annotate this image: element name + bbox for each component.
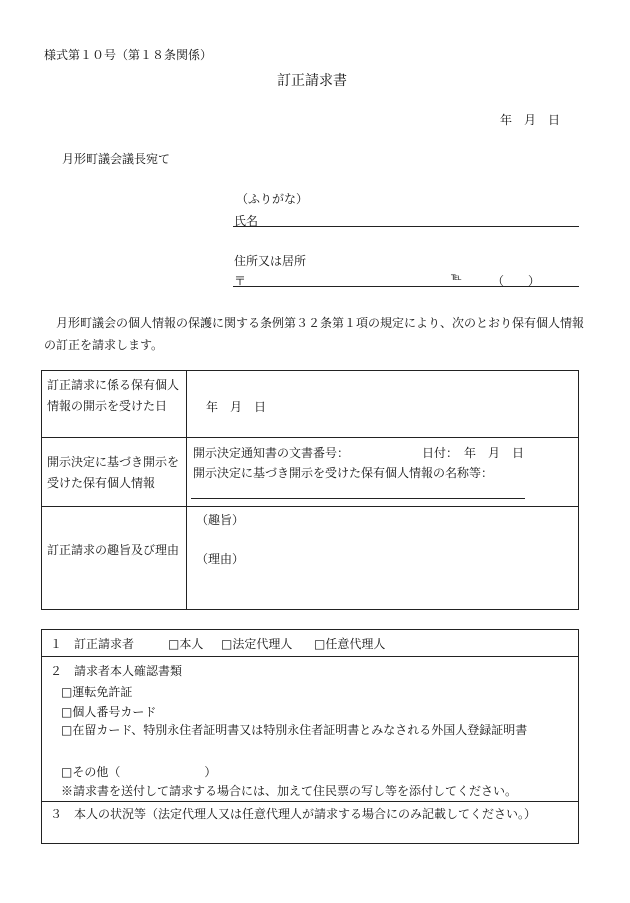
section-separator (41, 656, 578, 657)
address-label: 住所又は居所 (234, 254, 307, 268)
tel-label: ℡ (451, 272, 462, 283)
row2-doc-number[interactable]: 開示決定通知書の文書番号： (193, 446, 350, 460)
row1-label: 訂正請求に係る保有個人情報の開示を受けた日 (47, 378, 180, 413)
row3-reason[interactable]: （理由） (196, 552, 245, 566)
id-residence-card[interactable]: □在留カード、特別永住者証明書又は特別永住者証明書とみなされる外国人登録証明書 (61, 723, 528, 737)
table-divider (186, 370, 187, 609)
furigana-label: （ふりがな） (236, 192, 309, 206)
page-title: 訂正請求書 (277, 73, 347, 89)
form-number: 様式第１０号（第１８条関係） (44, 48, 213, 62)
row3-label: 訂正請求の趣旨及び理由 (47, 543, 180, 557)
id-other[interactable]: □その他（ ） (61, 765, 217, 779)
row2-date[interactable]: 日付： 年 月 日 (422, 446, 525, 460)
name-label: 氏名 (234, 214, 259, 228)
s3-text[interactable]: ３ 本人の状況等（法定代理人又は任意代理人が請求する場合にのみ記載してください。） (50, 807, 537, 821)
id-mynumber-card[interactable]: □個人番号カード (61, 705, 157, 719)
s1-heading: １ 訂正請求者 (50, 637, 135, 651)
s2-heading: ２ 請求者本人確認書類 (50, 664, 183, 678)
id-drivers-license[interactable]: □運転免許証 (61, 685, 133, 699)
row1-date[interactable]: 年 月 日 (206, 400, 267, 414)
table-row-separator (41, 437, 578, 438)
row3-purpose[interactable]: （趣旨） (196, 513, 245, 527)
row2-info-line[interactable] (191, 498, 525, 499)
section-separator (41, 801, 578, 802)
intro-text: 月形町議会の個人情報の保護に関する条例第３２条第１項の規定により、次のとおり保有個人情報の訂正を請求します。 (44, 316, 585, 352)
option-voluntary-agent[interactable]: □任意代理人 (314, 637, 386, 651)
row2-info-name: 開示決定に基づき開示を受けた保有個人情報の名称等： (193, 466, 494, 480)
option-self[interactable]: □本人 (168, 637, 204, 651)
tel-paren: （ ） (492, 274, 541, 288)
row2-label: 開示決定に基づき開示を受けた保有個人情報 (47, 455, 180, 490)
table-row-separator (41, 506, 578, 507)
option-legal-agent[interactable]: □法定代理人 (221, 637, 293, 651)
name-field-line[interactable] (233, 226, 579, 227)
address-field-line[interactable] (233, 286, 579, 287)
addressee: 月形町議会議長宛て (62, 152, 171, 166)
date-line: 年 月 日 (500, 113, 561, 127)
s2-note: ※請求書を送付して請求する場合には、加えて住民票の写し等を添付してください。 (61, 784, 518, 798)
postal-mark: 〒 (234, 274, 247, 288)
